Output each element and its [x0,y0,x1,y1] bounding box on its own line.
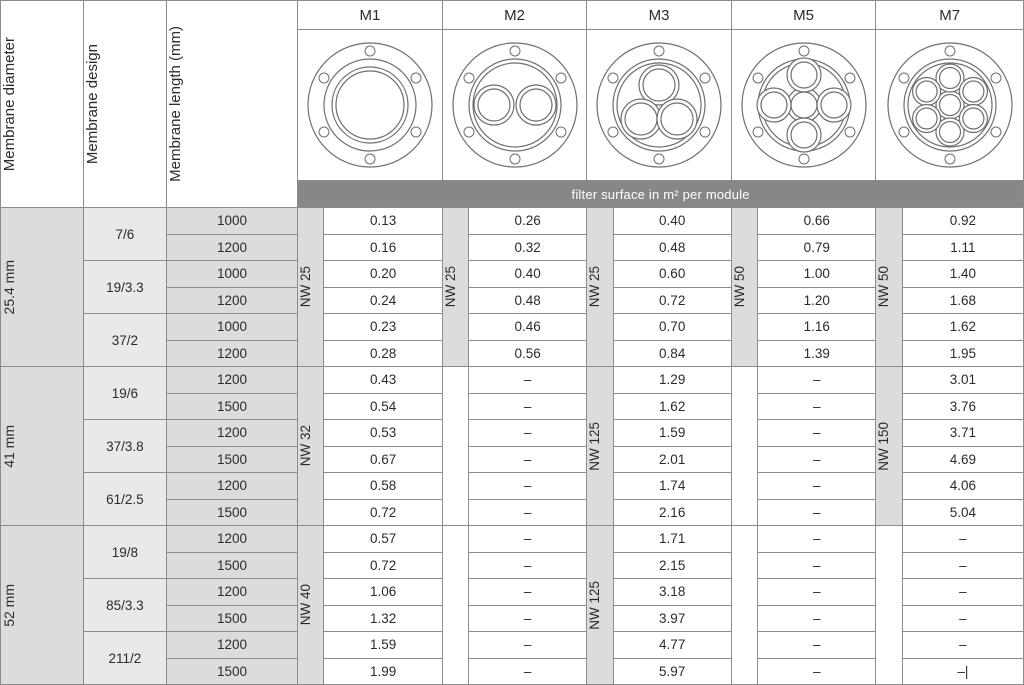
group-diameter-1 [1,208,84,367]
value-cell: – [902,526,1023,553]
value-cell: 0.92 [902,208,1023,235]
length-cell: 1500 [166,446,297,473]
design-cell: 7/6 [83,208,166,261]
value-cell: –| [902,658,1023,685]
header-module-m3: M3 [587,1,732,30]
value-cell: – [902,552,1023,579]
value-cell: 0.13 [324,208,442,235]
length-cell: 1500 [166,658,297,685]
group-diameter-3-label: 52 mm [1,583,17,627]
table-row [1,420,1024,447]
value-cell: 1.99 [324,658,442,685]
value-cell: 0.66 [758,208,876,235]
length-cell: 1200 [166,234,297,261]
nw-cell-m1-g3: NW 40 [298,526,324,685]
value-cell: 1.32 [324,605,442,632]
design-cell: 19/8 [83,526,166,579]
design-cell: 85/3.3 [83,579,166,632]
value-cell: 0.53 [324,420,442,447]
value-cell: – [469,552,587,579]
filter-surface-bar: filter surface in m² per module [298,181,1024,208]
value-cell: – [758,446,876,473]
nw-cell-m5-g1: NW 50 [731,208,757,367]
length-cell: 1000 [166,261,297,288]
flange-7-tube-icon [884,35,1016,175]
value-cell: 5.04 [902,499,1023,526]
group-diameter-2 [1,367,84,526]
length-cell: 1200 [166,340,297,367]
group-diameter-1-label: 25.4 mm [1,259,17,315]
nw-cell-m2-g3 [442,526,468,685]
value-cell: – [469,632,587,659]
value-cell: 3.71 [902,420,1023,447]
design-cell: 37/2 [83,314,166,367]
value-cell: 0.67 [324,446,442,473]
table-row [1,579,1024,606]
value-cell: – [469,499,587,526]
value-cell: – [758,579,876,606]
value-cell: – [758,552,876,579]
nw-cell-m5-g2 [731,367,757,526]
table-row [1,208,1024,235]
flange-2-tube-icon [449,35,581,175]
value-cell: 0.58 [324,473,442,500]
header-membrane-diameter [1,1,84,208]
value-cell: – [469,579,587,606]
value-cell: – [469,526,587,553]
value-cell: 3.18 [613,579,731,606]
table-row [1,261,1024,288]
header-row-modules [1,1,1024,30]
header-module-m1: M1 [298,1,443,30]
value-cell: 0.40 [469,261,587,288]
header-module-m2: M2 [442,1,587,30]
nw-cell-m3-g3: NW 125 [587,526,613,685]
header-module-m7: M7 [876,1,1024,30]
flange-3-tube-icon [593,35,725,175]
nw-cell-m7-g3 [876,526,902,685]
value-cell: 1.62 [613,393,731,420]
value-cell: 1.71 [613,526,731,553]
length-cell: 1500 [166,605,297,632]
value-cell: 2.01 [613,446,731,473]
cross-section-m1 [298,30,443,181]
design-cell: 211/2 [83,632,166,685]
value-cell: 0.43 [324,367,442,394]
value-cell: – [469,473,587,500]
header-membrane-design [83,1,166,208]
length-cell: 1500 [166,393,297,420]
value-cell: 1.11 [902,234,1023,261]
flange-5-tube-icon [738,35,870,175]
nw-cell-m7-g2: NW 150 [876,367,902,526]
value-cell: – [902,579,1023,606]
cross-section-m5 [731,30,876,181]
header-membrane-diameter-label: Membrane diameter [1,36,18,172]
length-cell: 1500 [166,499,297,526]
design-cell: 19/3.3 [83,261,166,314]
cross-section-m2 [442,30,587,181]
length-cell: 1500 [166,552,297,579]
value-cell: 3.01 [902,367,1023,394]
value-cell: – [902,605,1023,632]
flange-1-tube-icon [304,35,436,175]
table-row [1,632,1024,659]
design-cell: 19/6 [83,367,166,420]
header-module-m5: M5 [731,1,876,30]
value-cell: 1.59 [613,420,731,447]
value-cell: 1.06 [324,579,442,606]
value-cell: – [758,632,876,659]
value-cell: – [469,367,587,394]
table-row [1,526,1024,553]
value-cell: – [758,473,876,500]
length-cell: 1000 [166,314,297,341]
value-cell: – [758,420,876,447]
value-cell: 0.40 [613,208,731,235]
value-cell: 3.97 [613,605,731,632]
value-cell: – [902,632,1023,659]
nw-cell-m7-g1: NW 50 [876,208,902,367]
value-cell: – [758,526,876,553]
nw-cell-m1-g2: NW 32 [298,367,324,526]
design-cell: 37/3.8 [83,420,166,473]
length-cell: 1200 [166,287,297,314]
design-cell: 61/2.5 [83,473,166,526]
value-cell: 0.54 [324,393,442,420]
nw-cell-m1-g1: NW 25 [298,208,324,367]
value-cell: 0.48 [469,287,587,314]
value-cell: 1.59 [324,632,442,659]
value-cell: – [469,446,587,473]
value-cell: 5.97 [613,658,731,685]
value-cell: 1.95 [902,340,1023,367]
value-cell: – [758,658,876,685]
value-cell: – [758,499,876,526]
value-cell: – [469,393,587,420]
value-cell: 3.76 [902,393,1023,420]
length-cell: 1200 [166,420,297,447]
value-cell: – [469,605,587,632]
length-cell: 1200 [166,473,297,500]
value-cell: 4.69 [902,446,1023,473]
header-membrane-length [166,1,297,208]
value-cell: 4.77 [613,632,731,659]
value-cell: 0.84 [613,340,731,367]
value-cell: 1.16 [758,314,876,341]
value-cell: 0.16 [324,234,442,261]
value-cell: 1.62 [902,314,1023,341]
length-cell: 1200 [166,632,297,659]
value-cell: – [469,420,587,447]
table-row [1,473,1024,500]
length-cell: 1000 [166,208,297,235]
nw-cell-m3-g1: NW 25 [587,208,613,367]
group-diameter-3 [1,526,84,685]
value-cell: – [758,367,876,394]
length-cell: 1200 [166,579,297,606]
value-cell: 0.32 [469,234,587,261]
value-cell: 0.70 [613,314,731,341]
value-cell: 0.24 [324,287,442,314]
value-cell: 0.72 [324,552,442,579]
value-cell: 1.39 [758,340,876,367]
table-row [1,314,1024,341]
value-cell: – [758,393,876,420]
value-cell: 1.74 [613,473,731,500]
value-cell: 0.56 [469,340,587,367]
header-membrane-length-label: Membrane length (mm) [166,26,184,182]
length-cell: 1200 [166,367,297,394]
value-cell: 4.06 [902,473,1023,500]
nw-cell-m2-g2 [442,367,468,526]
cross-section-m7 [876,30,1024,181]
table-row [1,367,1024,394]
value-cell: 1.68 [902,287,1023,314]
value-cell: 0.72 [613,287,731,314]
value-cell: 2.16 [613,499,731,526]
value-cell: 2.15 [613,552,731,579]
value-cell: 0.28 [324,340,442,367]
value-cell: 0.60 [613,261,731,288]
value-cell: 1.00 [758,261,876,288]
nw-cell-m3-g2: NW 125 [587,367,613,526]
length-cell: 1200 [166,526,297,553]
value-cell: 0.20 [324,261,442,288]
value-cell: – [469,658,587,685]
nw-cell-m5-g3 [731,526,757,685]
header-membrane-design-label: Membrane design [83,43,101,165]
value-cell: 0.57 [324,526,442,553]
value-cell: 0.46 [469,314,587,341]
value-cell: – [758,605,876,632]
value-cell: 0.48 [613,234,731,261]
value-cell: 0.26 [469,208,587,235]
group-diameter-2-label: 41 mm [1,424,17,468]
value-cell: 0.72 [324,499,442,526]
value-cell: 1.29 [613,367,731,394]
value-cell: 0.79 [758,234,876,261]
nw-cell-m2-g1: NW 25 [442,208,468,367]
value-cell: 1.20 [758,287,876,314]
value-cell: 1.40 [902,261,1023,288]
cross-section-m3 [587,30,732,181]
value-cell: 0.23 [324,314,442,341]
